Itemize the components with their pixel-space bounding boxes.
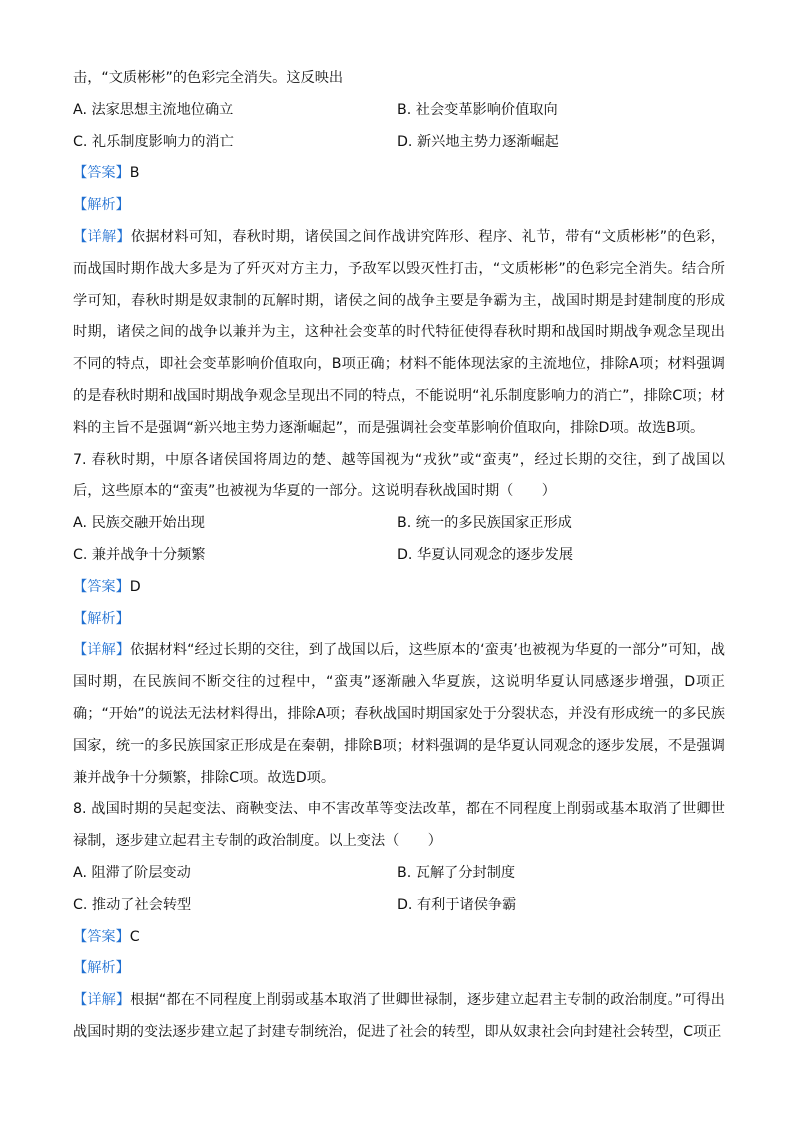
q8-detail-text: 根据“都在不同程度上削弱或基本取消了世卿世禄制，逐步建立起君主专制的政治制度。”可得出战国时期的变法逐步建立起了封建专制统治，促进了社会的转型，即从奴隶社会向封建社会转型，C项正: [73, 992, 725, 1040]
q6-option-d: D. 新兴地主势力逐渐崛起: [397, 133, 559, 150]
q6-detail-text: 依据材料可知，春秋时期，诸侯国之间作战讲究阵形、程序、礼节，带有“文质彬彬”的色彩，而战国时期作战大多是为了歼灭对方主力，予敌军以毁灭性打击，“文质彬彬”的色彩完全消失。结合所学可知，春秋时期是奴隶制的瓦解时期，诸侯之间的战争主要是争霸为主，战国时期是封建制度的形成时期，诸侯之间的战争以兼并为主，这种社会变革的时代特征使得春秋时期和战国时期战争观念呈现出不同的特点，即社会变革影响价值取向，B项正确；材料不能体现法家的主流地位，排除A项；材料强调的是春秋时期和战国时期战争观念呈现出不同的特点，不能说明“礼乐制度影响力的消亡”，排除C项；材料的主旨不是强调“新兴地主势力逐渐崛起”，而是强调社会变革影响价值取向，排除D项。故选B项。: [73, 228, 725, 436]
q6-detail: [73, 222, 725, 445]
answer-label: 【答案】: [73, 928, 130, 945]
q8-analysis: [73, 953, 725, 985]
q8-detail: [73, 985, 725, 1049]
q6-option-b: B. 社会变革影响价值取向: [397, 101, 558, 118]
q6-answer-value: B: [129, 165, 140, 182]
analysis-label: 【解析】: [73, 960, 130, 977]
q7-options-row-2: [73, 540, 725, 572]
q7-option-b: B. 统一的多民族国家正形成: [397, 515, 572, 532]
page-content: [73, 63, 725, 1049]
q7-detail: [73, 635, 725, 794]
q6-analysis: [73, 190, 725, 222]
q8-options-row-2: [73, 890, 725, 922]
q8-option-b: B. 瓦解了分封制度: [397, 864, 516, 881]
q6-stem: 击，“文质彬彬”的色彩完全消失。这反映出: [73, 70, 344, 86]
q7-option-d: D. 华夏认同观念的逐步发展: [397, 546, 574, 563]
detail-label: 【详解】: [73, 992, 131, 1009]
q6-options-row-2: [73, 127, 725, 159]
analysis-label: 【解析】: [73, 610, 130, 627]
detail-label: 【详解】: [73, 228, 131, 245]
q8-option-a: A. 阻滞了阶层变动: [73, 864, 191, 881]
q8-option-c: C. 推动了社会转型: [73, 896, 192, 913]
q7-option-a: A. 民族交融开始出现: [73, 515, 205, 532]
q6-options-row-1: [73, 95, 725, 127]
detail-label: 【详解】: [73, 642, 131, 659]
analysis-label: 【解析】: [73, 197, 130, 214]
q6-answer: [73, 158, 725, 190]
q8-stem: 8. 战国时期的吴起变法、商鞅变法、申不害改革等变法改革，都在不同程度上削弱或基本取消了世卿世禄制，逐步建立起君主专制的政治制度。以上变法（ ）: [73, 801, 725, 850]
q7-detail-text: 依据材料“经过长期的交往，到了战国以后，这些原本的‘蛮夷’也被视为华夏的一部分”可知，战国时期，在民族间不断交往的过程中，“蛮夷”逐渐融入华夏族，这说明华夏认同感逐步增强，D项正确；“开始”的说法无法材料得出，排除A项；春秋战国时期国家处于分裂状态，并没有形成统一的多民族国家，统一的多民族国家正形成是在秦朝，排除B项；材料强调的是华夏认同观念的逐步发展，不是强调兼并战争十分频繁，排除C项。故选D项。: [73, 642, 725, 786]
q7-answer: [73, 572, 725, 604]
q6-option-c: C. 礼乐制度影响力的消亡: [73, 133, 234, 150]
answer-label: 【答案】: [73, 578, 130, 595]
q8-options-row-1: [73, 858, 725, 890]
answer-label: 【答案】: [73, 165, 130, 182]
q8-option-d: D. 有利于诸侯争霸: [397, 896, 517, 913]
q8-answer: [73, 922, 725, 954]
q6-option-a: A. 法家思想主流地位确立: [73, 101, 234, 118]
q7-options-row-1: [73, 508, 725, 540]
q7-answer-value: D: [129, 578, 141, 595]
q7-stem: 7. 春秋时期，中原各诸侯国将周边的楚、越等国视为“戎狄”或“蛮夷”，经过长期的交往，到了战国以后，这些原本的“蛮夷”也被视为华夏的一部分。这说明春秋战国时期（ ）: [73, 451, 725, 500]
q7-option-c: C. 兼并战争十分频繁: [73, 546, 206, 563]
q7-analysis: [73, 604, 725, 636]
q8-answer-value: C: [129, 928, 140, 945]
